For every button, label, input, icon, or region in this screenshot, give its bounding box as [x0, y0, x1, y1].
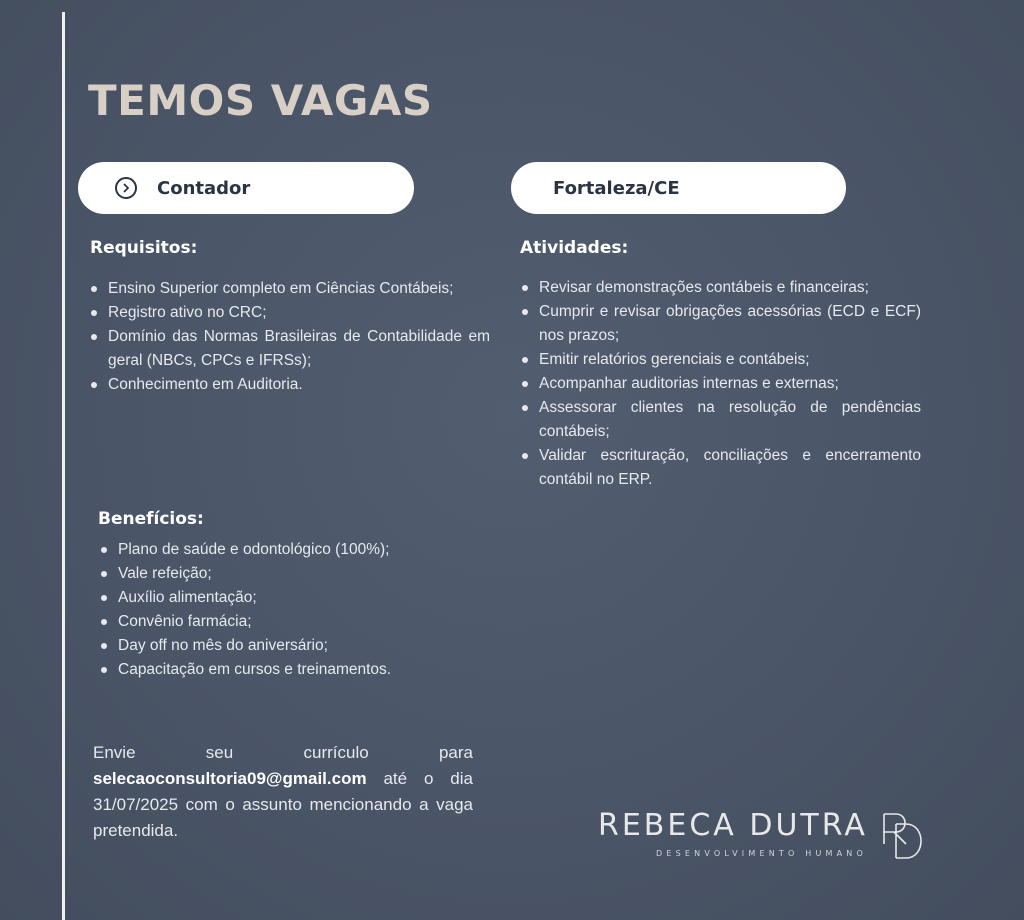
list-item: Capacitação em cursos e treinamentos.: [98, 658, 468, 682]
chevron-right-circle-icon: [115, 177, 137, 199]
location-label: Fortaleza/CE: [553, 177, 680, 199]
rd-monogram-icon: [880, 810, 930, 862]
list-item: Registro ativo no CRC;: [88, 301, 490, 325]
list-item: Ensino Superior completo em Ciências Contábeis;: [88, 277, 490, 301]
list-item: Convênio farmácia;: [98, 610, 468, 634]
atividades-list: [519, 276, 921, 492]
list-item: Emitir relatórios gerenciais e contábeis;: [519, 348, 921, 372]
list-item: Revisar demonstrações contábeis e financeiras;: [519, 276, 921, 300]
atividades-heading: Atividades:: [520, 238, 629, 258]
contact-email[interactable]: selecaoconsultoria09@gmail.com: [93, 769, 367, 788]
page-title: TEMOS VAGAS: [88, 76, 433, 125]
brand-logo: [598, 808, 938, 868]
list-item: Vale refeição;: [98, 562, 468, 586]
beneficios-heading: Benefícios:: [98, 509, 204, 529]
left-accent-line: [62, 12, 65, 920]
cta-prefix: Envie seu currículo para: [93, 743, 473, 762]
cta-suffix: até o dia 31/07/2025 com o assunto mencionando a vaga pretendida.: [93, 769, 473, 840]
list-item: Plano de saúde e odontológico (100%);: [98, 538, 468, 562]
beneficios-list: [98, 538, 468, 682]
logo-name: REBECA DUTRA: [598, 808, 868, 843]
logo-subtitle: DESENVOLVIMENTO HUMANO: [656, 849, 867, 858]
role-pill: [78, 162, 414, 214]
location-pill: [511, 162, 846, 214]
requisitos-heading: Requisitos:: [90, 238, 198, 258]
list-item: Domínio das Normas Brasileiras de Contabilidade em geral (NBCs, CPCs e IFRSs);: [88, 325, 490, 373]
list-item: Conhecimento em Auditoria.: [88, 373, 490, 397]
requisitos-list: [88, 277, 490, 397]
list-item: Acompanhar auditorias internas e externas;: [519, 372, 921, 396]
list-item: Assessorar clientes na resolução de pendências contábeis;: [519, 396, 921, 444]
role-label: Contador: [157, 177, 251, 199]
list-item: Cumprir e revisar obrigações acessórias (ECD e ECF) nos prazos;: [519, 300, 921, 348]
application-instructions: [93, 740, 473, 844]
list-item: Day off no mês do aniversário;: [98, 634, 468, 658]
list-item: Validar escrituração, conciliações e encerramento contábil no ERP.: [519, 444, 921, 492]
list-item: Auxílio alimentação;: [98, 586, 468, 610]
